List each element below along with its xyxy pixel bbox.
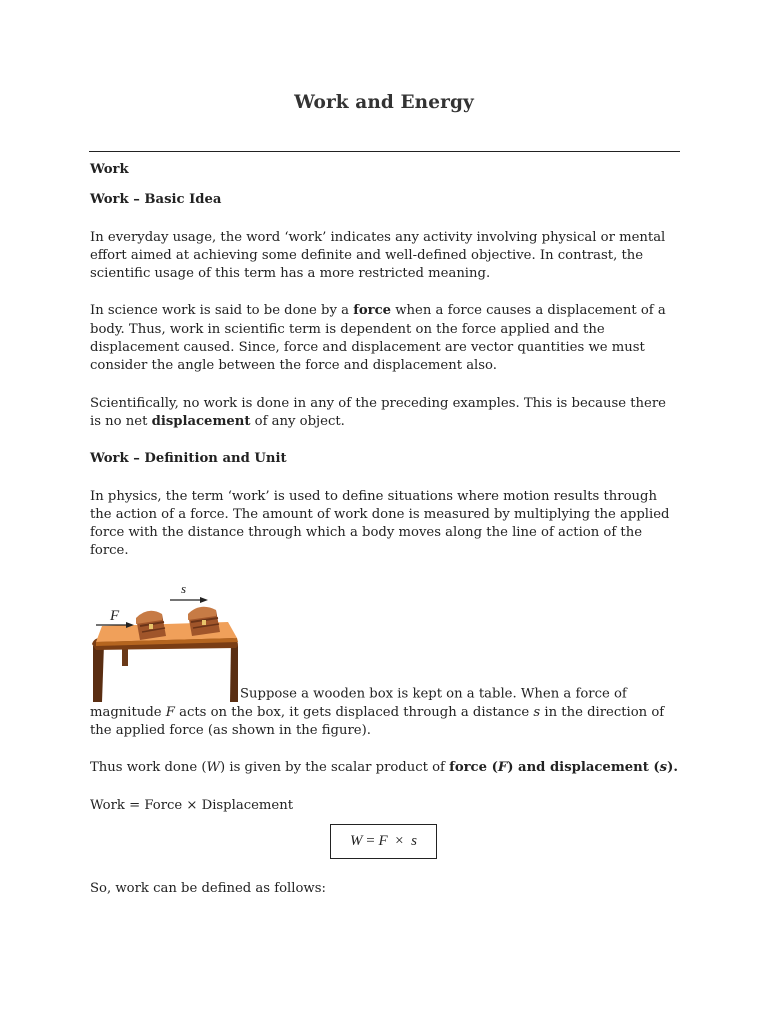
subsection-heading-definition: Work – Definition and Unit — [90, 451, 287, 467]
formula-f: F — [378, 833, 388, 850]
text: Suppose a wooden box is kept on a table. When a force of magnitude — [90, 686, 627, 720]
text: of any object. — [250, 413, 345, 429]
table-box-figure — [90, 580, 240, 704]
work-formula-box — [330, 824, 437, 859]
text: ) and displacement ( — [507, 760, 660, 776]
text: Scientifically, no work is done in any of the preceding examples. This is because there is no net — [90, 395, 666, 429]
page-title: Work and Energy — [294, 92, 474, 113]
paragraph-work-scalar-product — [90, 759, 680, 777]
title-divider — [89, 151, 680, 152]
formula-times: × — [387, 833, 412, 850]
displacement-arrowhead — [200, 597, 208, 603]
bold-term-displacement: displacement — [151, 413, 251, 429]
subsection-heading-basic-idea: Work – Basic Idea — [90, 192, 222, 208]
text: ) is given by the scalar product of — [220, 760, 450, 776]
symbol-f: F — [497, 760, 508, 776]
wooden-box-end — [188, 607, 220, 636]
force-label: F — [110, 607, 120, 624]
text: force ( — [449, 760, 498, 776]
document-body — [90, 161, 680, 898]
symbol-w: W — [206, 760, 221, 776]
paragraph-no-work — [90, 395, 680, 432]
formula-s: s — [411, 833, 417, 850]
symbol-s: s — [659, 760, 668, 776]
paragraph-science-work — [90, 302, 680, 375]
table-leg-left — [93, 644, 104, 702]
paragraph-physics-definition: In physics, the term ‘work’ is used to define situations where motion results through the action of a force. The amount of work done is measured by multiplying the applied force with the distance through which a body moves along the line of action of the force. — [90, 488, 670, 559]
text: when a force causes a displacement of a body. Thus, work in scientific term is dependent on the force applied and the displacement caused. Since, force and displacement are vector quantities we must consider the angle between the force and displacement also. — [90, 303, 666, 374]
text: Thus work done ( — [90, 760, 207, 776]
symbol-f: F — [165, 704, 175, 720]
formula-w: W — [350, 833, 363, 850]
text: In science work is said to be done by a — [90, 303, 354, 319]
wooden-box-start — [136, 611, 166, 640]
paragraph-work-defined: So, work can be defined as follows: — [90, 880, 326, 896]
symbol-s: s — [533, 704, 541, 720]
formula-equals: = — [362, 833, 379, 850]
paragraph-everyday-usage: In everyday usage, the word ‘work’ indicates any activity involving physical or mental effort aimed at achieving some definite and well-defined objective. In contrast, the scientific usage of this term has a more restricted meaning. — [90, 229, 666, 282]
bold-term-force: force — [353, 303, 392, 319]
text: acts on the box, it gets displaced through a distance — [174, 704, 534, 720]
text: ). — [667, 760, 678, 776]
paragraph-box-example — [90, 580, 680, 741]
bold-force-displacement — [449, 760, 678, 775]
text: in the direction of the applied force (as shown in the figure). — [90, 704, 665, 739]
table-leg-right — [230, 642, 238, 702]
paragraph-work-equation-words: Work = Force × Displacement — [90, 797, 293, 813]
section-heading: Work — [90, 162, 129, 177]
displacement-label: s — [181, 580, 187, 596]
